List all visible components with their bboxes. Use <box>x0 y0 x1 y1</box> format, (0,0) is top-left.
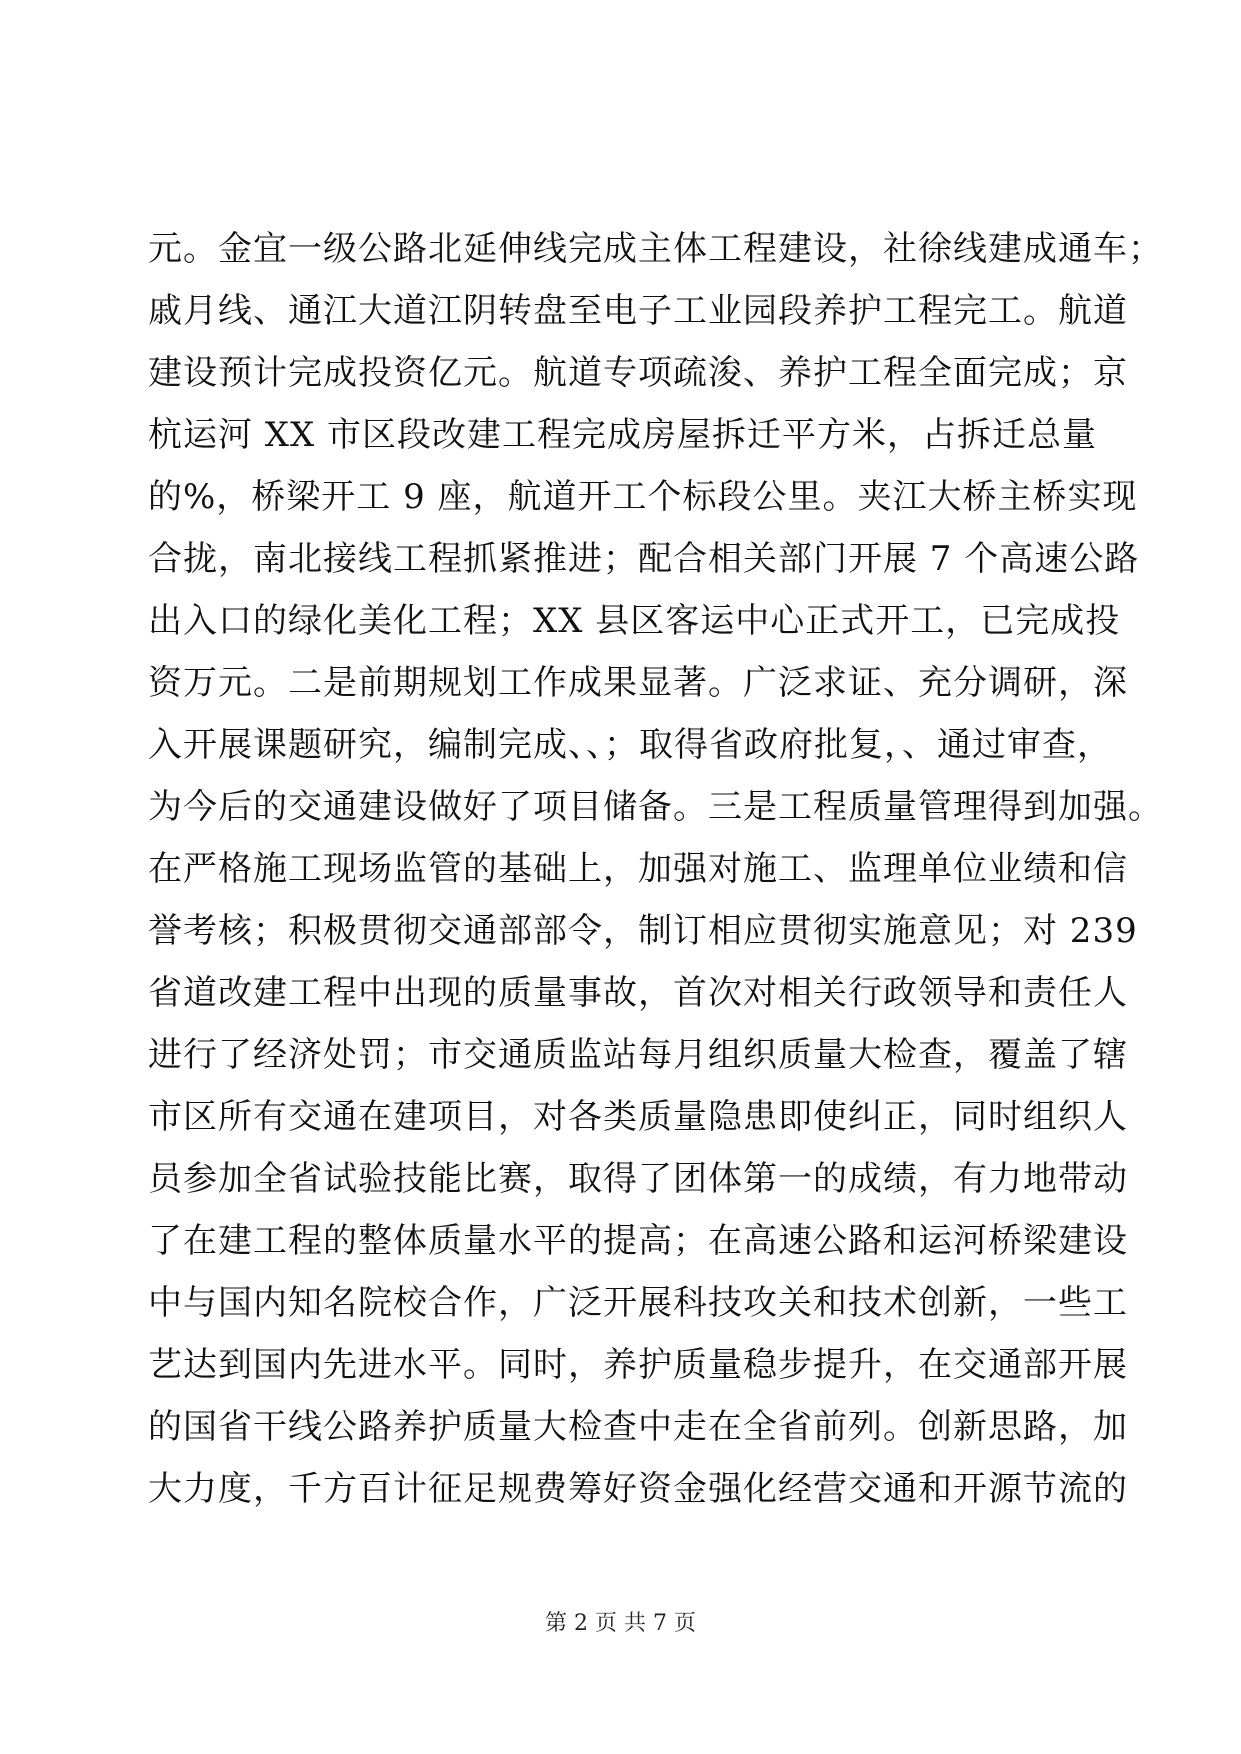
text-line: 建设预计完成投资亿元。航道专项疏浚、养护工程全面完成；京 <box>148 353 1128 393</box>
text-line: 在严格施工现场监管的基础上，加强对施工、监理单位业绩和信 <box>148 849 1128 889</box>
text-line: 中与国内知名院校合作，广泛开展科技攻关和技术创新，一些工 <box>148 1283 1128 1323</box>
text-line: 省道改建工程中出现的质量事故，首次对相关行政领导和责任人 <box>148 973 1128 1013</box>
text-line: 艺达到国内先进水平。同时，养护质量稳步提升，在交通部开展 <box>148 1345 1128 1385</box>
text-line: 誉考核；积极贯彻交通部部令，制订相应贯彻实施意见；对 239 <box>148 911 1138 951</box>
text-line: 杭运河 XX 市区段改建工程完成房屋拆迁平方米，占拆迁总量 <box>148 415 1098 455</box>
text-line: 的国省干线公路养护质量大检查中走在全省前列。创新思路，加 <box>148 1407 1128 1447</box>
text-line: 了在建工程的整体质量水平的提高；在高速公路和运河桥梁建设 <box>148 1221 1128 1261</box>
page-number-footer: 第 2 页 共 7 页 <box>545 1611 696 1636</box>
text-line: 戚月线、通江大道江阴转盘至电子工业园段养护工程完工。航道 <box>148 291 1128 331</box>
text-line: 元。金宜一级公路北延伸线完成主体工程建设，社徐线建成通车； <box>148 229 1163 269</box>
body-text <box>148 218 1163 1520</box>
text-line: 资万元。二是前期规划工作成果显著。广泛求证、充分调研，深 <box>148 663 1128 703</box>
text-line: 大力度，千方百计征足规费筹好资金强化经营交通和开源节流的 <box>148 1469 1128 1509</box>
text-line: 的%，桥梁开工 9 座，航道开工个标段公里。夹江大桥主桥实现 <box>148 477 1138 517</box>
text-line: 为今后的交通建设做好了项目储备。三是工程质量管理得到加强。 <box>148 787 1163 827</box>
text-line: 进行了经济处罚；市交通质监站每月组织质量大检查，覆盖了辖 <box>148 1035 1128 1075</box>
text-line: 入开展课题研究，编制完成、、；取得省政府批复，、通过审查， <box>148 725 1112 765</box>
text-line: 出入口的绿化美化工程；XX 县区客运中心正式开工，已完成投 <box>148 601 1121 641</box>
text-line: 市区所有交通在建项目，对各类质量隐患即使纠正，同时组织人 <box>148 1097 1128 1137</box>
text-line: 合拢，南北接线工程抓紧推进；配合相关部门开展 7 个高速公路 <box>148 539 1140 579</box>
text-line: 员参加全省试验技能比赛，取得了团体第一的成绩，有力地带动 <box>148 1159 1128 1199</box>
